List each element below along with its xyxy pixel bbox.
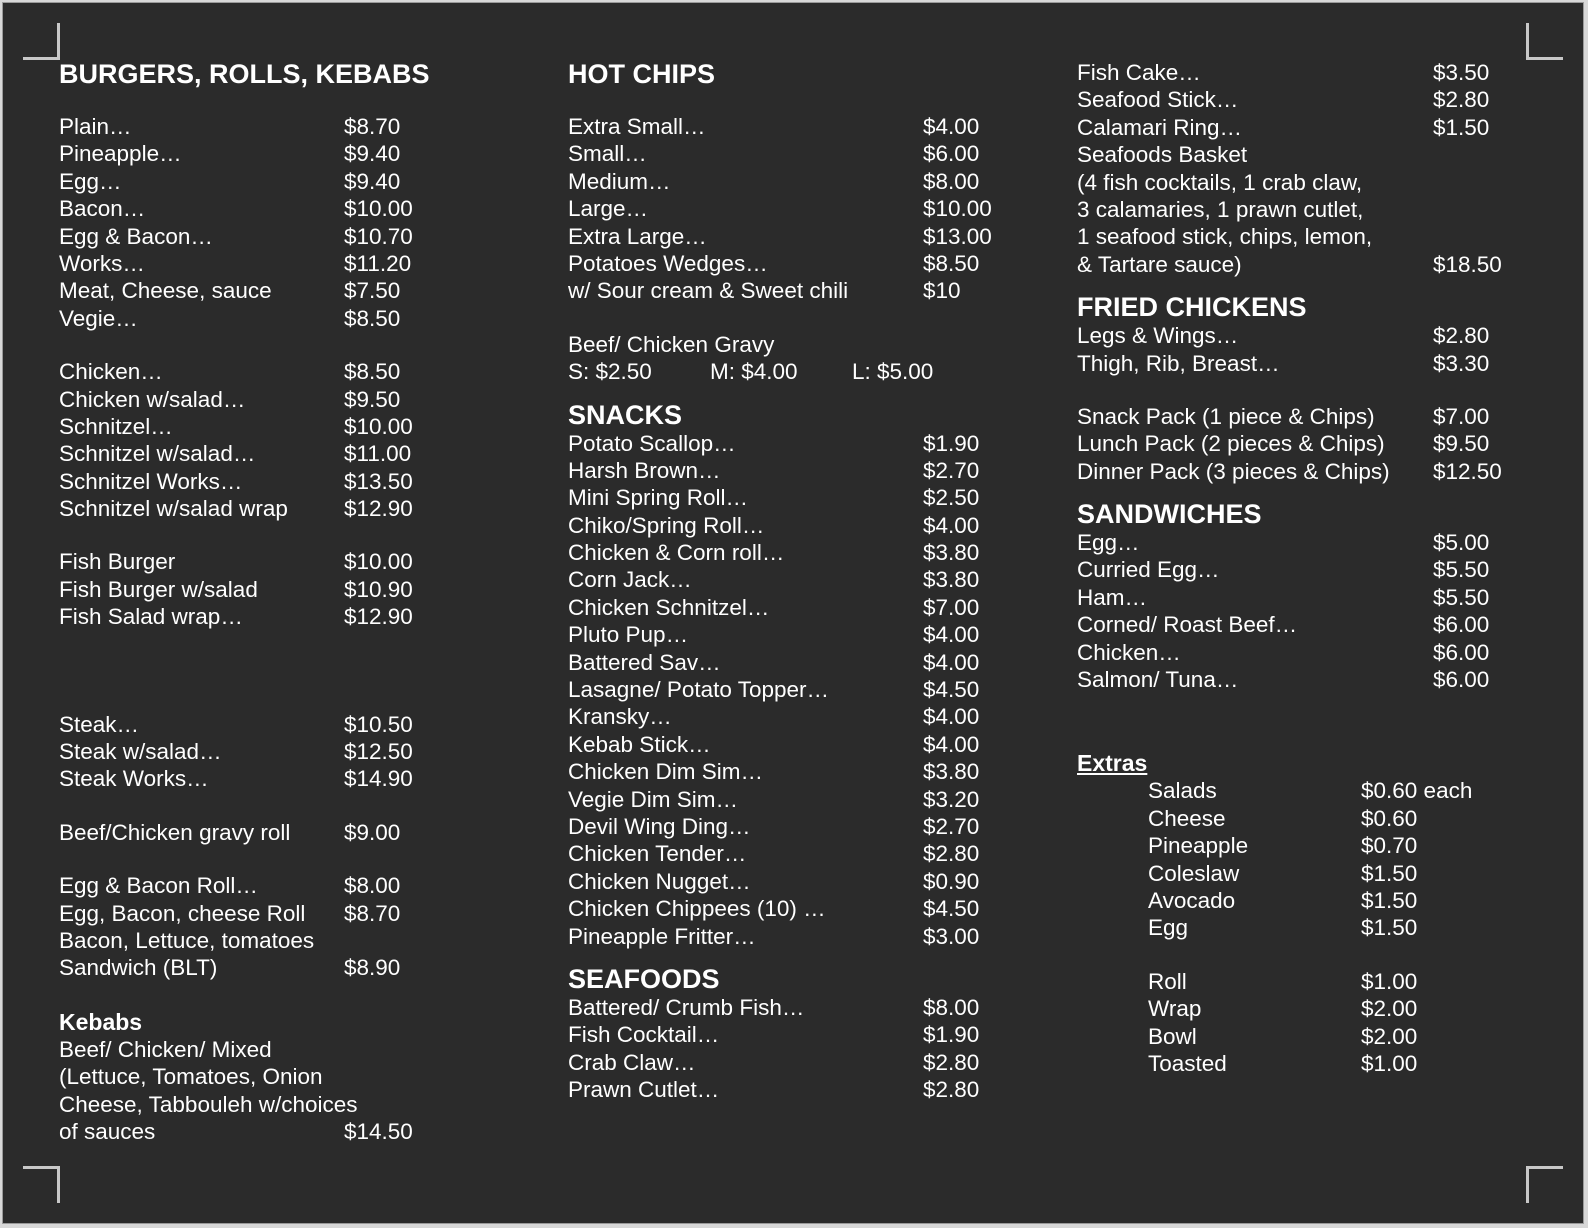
menu-item <box>568 621 1038 648</box>
menu-item-price: $12.90 <box>344 604 413 630</box>
menu-item-price: $3.30 <box>1433 350 1490 376</box>
menu-item-price: $12.50 <box>1433 458 1502 484</box>
menu-item <box>1077 1050 1537 1077</box>
burgers-group-gravy-roll <box>59 819 499 846</box>
menu-item <box>59 305 499 332</box>
menu-item <box>568 1049 1038 1076</box>
menu-item-name: Pluto Pup… <box>568 622 689 648</box>
menu-item <box>59 954 499 981</box>
snacks-list <box>568 430 1038 950</box>
menu-item-price: $9.50 <box>1433 431 1490 457</box>
menu-item-name: Battered Sav… <box>568 649 721 675</box>
menu-item-price: $2.00 <box>1361 1023 1418 1049</box>
menu-item-name: & Tartare sauce) <box>1077 251 1242 277</box>
hot-chips-list <box>568 113 1038 305</box>
chicken-packs-list <box>1077 403 1537 485</box>
menu-item <box>59 358 499 385</box>
menu-item-name: Chicken w/salad… <box>59 386 246 412</box>
menu-item-name: Salads <box>1148 778 1217 804</box>
menu-item <box>568 484 1038 511</box>
menu-item-name: Kransky… <box>568 704 672 730</box>
menu-item-name: Devil Wing Ding… <box>568 813 751 839</box>
menu-item-price: $8.00 <box>923 994 980 1020</box>
menu-item <box>59 1036 499 1063</box>
menu-item-name: Large… <box>568 196 649 222</box>
menu-item <box>568 594 1038 621</box>
menu-item-price: $10.50 <box>344 711 413 737</box>
menu-item-name: Mini Spring Roll… <box>568 485 749 511</box>
menu-item-price: $2.80 <box>923 841 980 867</box>
menu-item <box>568 457 1038 484</box>
menu-item-name: Extra Large… <box>568 223 707 249</box>
menu-item-name: Fish Burger w/salad <box>59 576 258 602</box>
kebabs-title: Kebabs <box>59 1008 143 1035</box>
menu-item-price: $2.70 <box>923 457 980 483</box>
section-title-sandwiches: SANDWICHES <box>1077 499 1262 530</box>
menu-item <box>568 566 1038 593</box>
menu-item-price: $4.00 <box>923 622 980 648</box>
menu-item-price: $9.50 <box>344 386 401 412</box>
menu-item <box>59 195 499 222</box>
menu-item-price: $8.70 <box>344 900 401 926</box>
menu-item-name: Bacon, Lettuce, tomatoes <box>59 927 315 953</box>
menu-item-price: $0.60 <box>1361 805 1418 831</box>
menu-item-name: Beef/Chicken gravy roll <box>59 819 291 845</box>
menu-item-name: Avocado <box>1148 887 1236 913</box>
menu-item-price: $7.00 <box>923 594 980 620</box>
menu-item-name: Snack Pack (1 piece & Chips) <box>1077 403 1375 429</box>
menu-item-price: $18.50 <box>1433 251 1502 277</box>
menu-item-price: $4.00 <box>923 512 980 538</box>
menu-item-price: $1.00 <box>1361 1050 1418 1076</box>
menu-item-price: $6.00 <box>1433 667 1490 693</box>
menu-item-price: $10.70 <box>344 223 413 249</box>
menu-item-name: Egg <box>1148 915 1189 941</box>
menu-item <box>59 1118 499 1145</box>
menu-item <box>1077 59 1537 86</box>
menu-item <box>1077 196 1537 223</box>
menu-item <box>59 900 499 927</box>
menu-item <box>1077 639 1537 666</box>
menu-item <box>568 994 1038 1021</box>
menu-item <box>59 277 499 304</box>
seafoods-list <box>568 994 1038 1104</box>
menu-item <box>59 738 499 765</box>
menu-item-price: $1.50 <box>1361 860 1418 886</box>
menu-item-price: $11.00 <box>344 441 412 467</box>
menu-item-name: Chiko/Spring Roll… <box>568 512 765 538</box>
menu-item-price: $13.00 <box>923 223 992 249</box>
menu-item-name: Chicken Dim Sim… <box>568 759 764 785</box>
menu-item-name: Potatoes Wedges… <box>568 250 768 276</box>
menu-item <box>1077 995 1537 1022</box>
menu-item-name: Small… <box>568 141 647 167</box>
menu-item <box>1077 1023 1537 1050</box>
menu-item <box>1077 350 1537 377</box>
menu-item <box>568 840 1038 867</box>
menu-item-price: $10.00 <box>923 196 992 222</box>
menu-item <box>59 495 499 522</box>
menu-item-name: Legs & Wings… <box>1077 323 1239 349</box>
menu-item <box>1077 223 1537 250</box>
menu-item-price: $14.50 <box>344 1118 413 1144</box>
menu-item-name: Crab Claw… <box>568 1049 696 1075</box>
menu-item <box>59 386 499 413</box>
menu-item-price: $4.50 <box>923 677 980 703</box>
menu-item-name: Egg… <box>59 168 122 194</box>
menu-item-price: $4.00 <box>923 114 980 139</box>
crop-mark-top-right <box>1526 23 1563 60</box>
menu-item-price: $6.00 <box>1433 612 1490 638</box>
menu-item-price: $8.50 <box>923 250 980 276</box>
menu-item <box>568 703 1038 730</box>
menu-item <box>1077 86 1537 113</box>
menu-item-name: Schnitzel Works… <box>59 468 243 494</box>
menu-item-price: $8.90 <box>344 955 401 981</box>
menu-item <box>1077 968 1537 995</box>
crop-mark-bottom-right <box>1526 1166 1563 1203</box>
menu-item <box>59 113 499 140</box>
menu-item-name: Plain… <box>59 114 132 139</box>
gravy-large: L: $5.00 <box>852 359 934 385</box>
menu-item-price: $8.50 <box>344 305 401 331</box>
menu-item-name: Fish Cake… <box>1077 60 1201 85</box>
menu-item-name: Steak… <box>59 711 140 737</box>
menu-item <box>568 813 1038 840</box>
menu-item <box>59 168 499 195</box>
menu-item-price: $1.90 <box>923 430 980 456</box>
menu-item-name: Pineapple… <box>59 141 182 167</box>
menu-item <box>1077 584 1537 611</box>
menu-item-name: Schnitzel… <box>59 413 173 439</box>
menu-item-price: $3.80 <box>923 540 980 566</box>
menu-item-price: $9.40 <box>344 168 401 194</box>
menu-item <box>568 786 1038 813</box>
menu-item <box>568 539 1038 566</box>
menu-item-name: Wrap <box>1148 996 1202 1022</box>
menu-item-name: Egg, Bacon, cheese Roll <box>59 900 306 926</box>
menu-item-name: Egg… <box>1077 530 1140 556</box>
menu-item <box>1077 141 1537 168</box>
menu-item <box>568 758 1038 785</box>
menu-item-price: $10 <box>923 278 961 304</box>
menu-item <box>568 195 1038 222</box>
menu-item-price: $2.80 <box>923 1077 980 1103</box>
section-title-hot-chips: HOT CHIPS <box>568 59 716 89</box>
menu-item <box>1077 860 1537 887</box>
menu-item-name: Fish Salad wrap… <box>59 604 243 630</box>
gravy-sizes <box>568 358 1038 385</box>
crop-mark-bottom-left <box>23 1166 60 1203</box>
gravy-medium: M: $4.00 <box>710 359 798 385</box>
menu-item-name: 3 calamaries, 1 prawn cutlet, <box>1077 196 1364 222</box>
menu-item-name: Toasted <box>1148 1050 1227 1076</box>
menu-item-price: $11.20 <box>344 250 412 276</box>
menu-item-price: $1.00 <box>1361 968 1418 994</box>
section-title-seafoods: SEAFOODS <box>568 963 720 994</box>
section-title-fried-chickens: FRIED CHICKENS <box>1077 292 1307 323</box>
menu-item <box>59 250 499 277</box>
extras-bases-list <box>1077 968 1537 1078</box>
menu-item <box>59 413 499 440</box>
menu-item-name: of sauces <box>59 1118 156 1144</box>
menu-item-name: Harsh Brown… <box>568 457 721 483</box>
menu-item-name: Calamari Ring… <box>1077 114 1243 140</box>
menu-item-name: Vegie Dim Sim… <box>568 786 739 812</box>
menu-item-name: Bacon… <box>59 196 146 222</box>
column-seafoods-chickens <box>1077 59 1537 1077</box>
menu-item <box>1077 458 1537 485</box>
menu-item-price: $4.00 <box>923 649 980 675</box>
menu-item-name: Chicken… <box>1077 639 1181 665</box>
menu-item <box>59 1091 499 1118</box>
menu-item-name: Medium… <box>568 168 671 194</box>
menu-item-price: $9.00 <box>344 819 401 845</box>
menu-item <box>1077 529 1537 556</box>
menu-item-price: $5.50 <box>1433 584 1490 610</box>
menu-item-name: (4 fish cocktails, 1 crab claw, <box>1077 169 1363 195</box>
menu-item-price: $8.00 <box>923 168 980 194</box>
menu-item <box>59 765 499 792</box>
menu-item-price: $6.00 <box>923 141 980 167</box>
seafoods-more-list <box>1077 59 1537 278</box>
menu-item <box>59 927 499 954</box>
menu-item-name: Prawn Cutlet… <box>568 1077 720 1103</box>
menu-item-price: $10.90 <box>344 576 413 602</box>
menu-item-price: $7.50 <box>344 278 401 304</box>
menu-item <box>568 277 1038 304</box>
menu-item-name: Potato Scallop… <box>568 430 736 456</box>
burgers-group-plain <box>59 113 499 332</box>
section-title-burgers: BURGERS, ROLLS, KEBABS <box>59 59 430 89</box>
menu-item <box>1077 556 1537 583</box>
menu-item <box>1077 322 1537 349</box>
menu-item-name: Seafood Stick… <box>1077 87 1239 113</box>
menu-item <box>59 872 499 899</box>
menu-item-price: $3.20 <box>923 786 980 812</box>
menu-item <box>1077 666 1537 693</box>
burgers-group-chicken <box>59 358 499 522</box>
menu-item <box>568 430 1038 457</box>
menu-item-name: Fish Cocktail… <box>568 1022 720 1048</box>
menu-item <box>59 603 499 630</box>
menu-item <box>568 868 1038 895</box>
section-title-snacks: SNACKS <box>568 399 683 430</box>
menu-item-name: Thigh, Rib, Breast… <box>1077 350 1280 376</box>
menu-item <box>59 140 499 167</box>
menu-item-price: $2.00 <box>1361 996 1418 1022</box>
menu-item-price: $3.80 <box>923 759 980 785</box>
menu-item-price: $3.50 <box>1433 60 1490 85</box>
menu-item-name: Dinner Pack (3 pieces & Chips) <box>1077 458 1390 484</box>
menu-item-price: $8.50 <box>344 359 401 385</box>
menu-item-price: $0.70 <box>1361 833 1418 859</box>
menu-item <box>568 223 1038 250</box>
menu-item-name: Coleslaw <box>1148 860 1240 886</box>
menu-item <box>59 440 499 467</box>
menu-item <box>568 512 1038 539</box>
menu-item-name: Bowl <box>1148 1023 1197 1049</box>
menu-item-price: $10.00 <box>344 549 413 575</box>
gravy-small: S: $2.50 <box>568 359 652 385</box>
menu-item-price: $1.90 <box>923 1022 980 1048</box>
menu-item-name: (Lettuce, Tomatoes, Onion <box>59 1064 323 1090</box>
menu-item <box>1077 114 1537 141</box>
menu-item <box>568 250 1038 277</box>
menu-item <box>1077 805 1537 832</box>
menu-item-price: $3.80 <box>923 567 980 593</box>
menu-item-price: $3.00 <box>923 923 980 949</box>
fried-chickens-list <box>1077 322 1537 377</box>
menu-item-name: Cheese <box>1148 805 1226 831</box>
menu-item-name: Roll <box>1148 968 1187 994</box>
menu-item-name: Lunch Pack (2 pieces & Chips) <box>1077 431 1385 457</box>
menu-item-price: $0.90 <box>923 868 980 894</box>
menu-item <box>1077 403 1537 430</box>
menu-item <box>568 923 1038 950</box>
menu-item-price: $10.00 <box>344 196 413 222</box>
menu-item-name: Corn Jack… <box>568 567 692 593</box>
menu-item-price: $10.00 <box>344 413 413 439</box>
extras-list <box>1077 777 1537 941</box>
menu-item <box>568 140 1038 167</box>
burgers-group-fish <box>59 548 499 630</box>
menu-item-price: $4.00 <box>923 704 980 730</box>
menu-item-name: Chicken & Corn roll… <box>568 540 785 566</box>
gravy-title: Beef/ Chicken Gravy <box>568 331 775 357</box>
menu-item-price: $2.80 <box>923 1049 980 1075</box>
menu-item <box>568 895 1038 922</box>
menu-item <box>1077 914 1537 941</box>
menu-item-price: $7.00 <box>1433 403 1490 429</box>
menu-item-price: $8.70 <box>344 114 401 139</box>
menu-item-price: $4.00 <box>923 731 980 757</box>
menu-item <box>59 576 499 603</box>
menu-item <box>1077 251 1537 278</box>
menu-item-price: $14.90 <box>344 766 413 792</box>
menu-item <box>59 548 499 575</box>
sandwiches-list <box>1077 529 1537 693</box>
menu-page <box>2 2 1584 1224</box>
menu-item-price: $5.00 <box>1433 530 1490 556</box>
menu-item-price: $0.60 each <box>1361 778 1473 804</box>
menu-item-name: Beef/ Chicken/ Mixed <box>59 1036 272 1062</box>
menu-item-name: Chicken Chippees (10) … <box>568 896 826 922</box>
menu-item <box>1077 169 1537 196</box>
burgers-group-steak <box>59 711 499 793</box>
menu-item <box>568 113 1038 140</box>
menu-item-name: Egg & Bacon Roll… <box>59 873 258 899</box>
menu-item <box>59 223 499 250</box>
menu-item-name: Salmon/ Tuna… <box>1077 667 1239 693</box>
menu-item-price: $5.50 <box>1433 557 1490 583</box>
menu-item-name: Pineapple <box>1148 833 1249 859</box>
menu-item <box>1077 430 1537 457</box>
menu-item-price: $1.50 <box>1361 915 1418 941</box>
menu-item-name: Meat, Cheese, sauce <box>59 278 272 304</box>
menu-item-name: Vegie… <box>59 305 138 331</box>
menu-item-name: Fish Burger <box>59 549 176 575</box>
menu-item-name: Chicken Nugget… <box>568 868 751 894</box>
menu-item <box>568 676 1038 703</box>
menu-item-name: Pineapple Fritter… <box>568 923 756 949</box>
menu-item <box>1077 611 1537 638</box>
menu-item-name: Steak Works… <box>59 766 209 792</box>
menu-item <box>568 649 1038 676</box>
menu-item-price: $8.00 <box>344 873 401 899</box>
menu-item-price: $12.90 <box>344 496 413 522</box>
menu-item <box>1077 887 1537 914</box>
menu-item-name: Cheese, Tabbouleh w/choices <box>59 1091 358 1117</box>
column-hot-chips <box>568 57 1038 1104</box>
menu-item-price: $2.50 <box>923 485 980 511</box>
menu-item-price: $6.00 <box>1433 639 1490 665</box>
burgers-group-egg-bacon <box>59 872 499 982</box>
menu-item-name: Schnitzel w/salad wrap <box>59 496 288 522</box>
extras-title: Extras <box>1077 750 1148 777</box>
menu-item-price: $2.80 <box>1433 87 1490 113</box>
menu-item-price: $2.70 <box>923 813 980 839</box>
menu-item-name: Chicken… <box>59 359 163 385</box>
menu-item <box>568 168 1038 195</box>
menu-item-name: Extra Small… <box>568 114 706 139</box>
column-burgers <box>59 57 499 1145</box>
menu-item <box>59 1063 499 1090</box>
menu-item-name: Works… <box>59 250 145 276</box>
menu-item-name: Kebab Stick… <box>568 731 711 757</box>
menu-item-price: $2.80 <box>1433 323 1490 349</box>
menu-item-price: $13.50 <box>344 468 413 494</box>
menu-item-name: Curried Egg… <box>1077 557 1220 583</box>
menu-item <box>59 468 499 495</box>
menu-item-name: Schnitzel w/salad… <box>59 441 256 467</box>
menu-item-name: Egg & Bacon… <box>59 223 213 249</box>
menu-item-name: Corned/ Roast Beef… <box>1077 612 1298 638</box>
menu-item <box>568 1021 1038 1048</box>
menu-item-price: $12.50 <box>344 739 413 765</box>
menu-item-name: Lasagne/ Potato Topper… <box>568 677 830 703</box>
menu-item-name: Chicken Schnitzel… <box>568 594 770 620</box>
menu-item-name: Battered/ Crumb Fish… <box>568 994 805 1020</box>
menu-item-name: Seafoods Basket <box>1077 142 1248 168</box>
menu-item <box>568 1076 1038 1103</box>
menu-item-price: $1.50 <box>1433 114 1490 140</box>
menu-item-price: $9.40 <box>344 141 401 167</box>
menu-item <box>1077 832 1537 859</box>
menu-item-price: $4.50 <box>923 896 980 922</box>
menu-item-price: $1.50 <box>1361 887 1418 913</box>
menu-item-name: Chicken Tender… <box>568 841 747 867</box>
menu-item-name: Steak w/salad… <box>59 739 222 765</box>
menu-item-name: w/ Sour cream & Sweet chili <box>568 278 849 304</box>
menu-item <box>59 819 499 846</box>
menu-item <box>1077 777 1537 804</box>
menu-item <box>568 731 1038 758</box>
kebabs-list <box>59 1036 499 1146</box>
menu-item-name: Sandwich (BLT) <box>59 955 218 981</box>
menu-item-name: Ham… <box>1077 584 1148 610</box>
menu-item-name: 1 seafood stick, chips, lemon, <box>1077 224 1373 250</box>
menu-item <box>59 711 499 738</box>
crop-mark-top-left <box>23 23 60 60</box>
